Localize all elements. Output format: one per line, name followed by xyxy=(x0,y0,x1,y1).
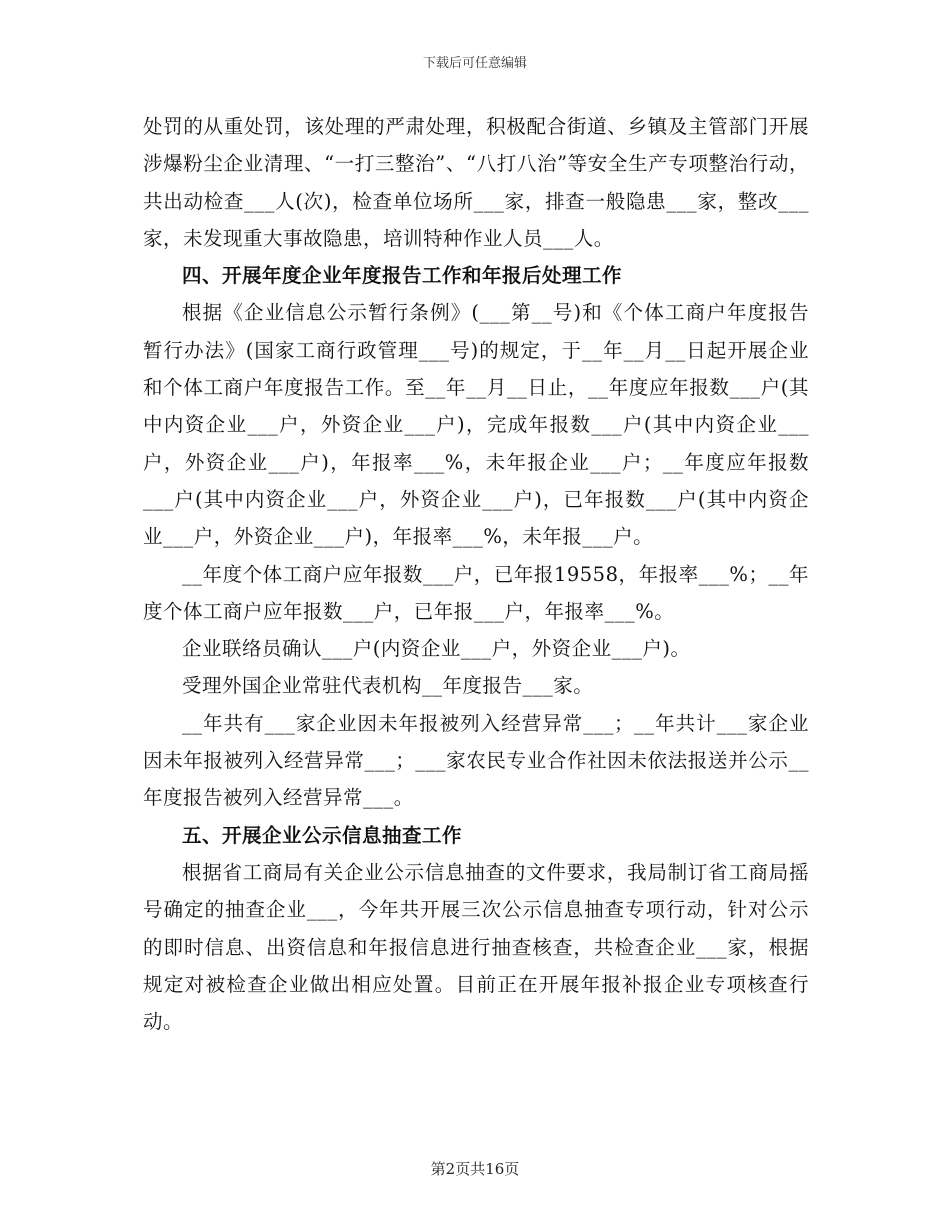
paragraph-continued: 处罚的从重处罚，该处理的严肃处理，积极配合街道、乡镇及主管部门开展涉爆粉尘企业清理、“一打三整治”、“八打八治”等安全生产专项整治行动，共出动检查___人(次)，检查单位场所___家，排查一般隐患___家，整改___家，未发现重大事故隐患，培训特种作业人员___人。 xyxy=(143,115,809,250)
paragraph-annual-report: 根据《企业信息公示暂行条例》(___第__号)和《个体工商户年度报告暂行办法》(国家工商行政管理___号)的规定，于__年__月__日起开展企业和个体工商户年度报告工作。至__年__月__日止，__年度应年报数___户(其中内资企业___户，外资企业___户)，完成年报数___户(其中内资企业___户，外资企业___户)，年报率___%，未年报企业___户；__年度应年报数___户(其中内资企业___户，外资企业___户)，已年报数___户(其中内资企业___户，外资企业___户)，年报率___%，未年报___户。 xyxy=(143,301,809,549)
section-heading-4: 四、开展年度企业年度报告工作和年报后处理工作 xyxy=(182,264,623,288)
paragraph-spot-check: 根据省工商局有关企业公示信息抽查的文件要求，我局制订省工商局摇号确定的抽查企业___，今年共开展三次公示信息抽查专项行动，针对公示的即时信息、出资信息和年报信息进行抽查核查，共检查企业___家，根据规定对被检查企业做出相应处置。目前正在开展年报补报企业专项核查行动。 xyxy=(143,860,809,1034)
paragraph-liaison-confirm: 企业联络员确认___户(内资企业___户，外资企业___户)。 xyxy=(182,637,691,661)
page-header: 下载后可任意编辑 xyxy=(422,56,527,71)
paragraph-foreign-offices: 受理外国企业常驻代表机构__年度报告___家。 xyxy=(182,674,594,698)
section-heading-5: 五、开展企业公示信息抽查工作 xyxy=(182,823,463,847)
paragraph-abnormal-list: __年共有___家企业因未年报被列入经营异常___；__年共计___家企业因未年报被列入经营异常___；___家农民专业合作社因未依法报送并公示__年度报告被列入经营异常___。 xyxy=(143,711,809,810)
paragraph-individual-business: __年度个体工商户应年报数___户，已年报19558，年报率___%；__年度个体工商户应年报数___户，已年报___户，年报率___%。 xyxy=(143,562,809,623)
page-number: 第2页共16页 xyxy=(430,1160,520,1178)
document-body xyxy=(143,108,809,1040)
